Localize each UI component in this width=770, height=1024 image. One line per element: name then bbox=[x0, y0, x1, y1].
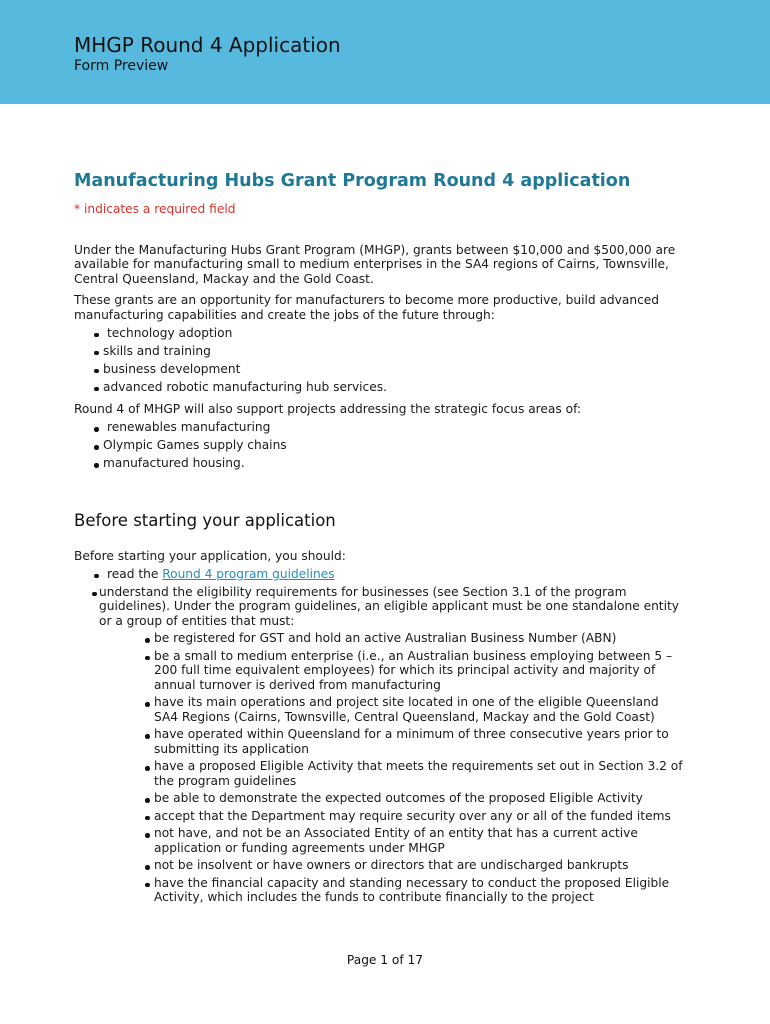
requirement-item: not be insolvent or have owners or directors that are undischarged bankrupts bbox=[145, 858, 684, 873]
read-prefix: read the bbox=[107, 566, 163, 581]
list-item: manufactured housing. bbox=[74, 456, 684, 471]
requirement-item: be able to demonstrate the expected outcomes of the proposed Eligible Activity bbox=[145, 791, 684, 806]
requirements-list bbox=[99, 631, 684, 905]
opportunity-list bbox=[74, 326, 684, 395]
list-item: business development bbox=[74, 362, 684, 377]
header-banner bbox=[0, 0, 770, 104]
list-item: renewables manufacturing bbox=[74, 420, 684, 435]
requirement-item: have its main operations and project site located in one of the eligible Queensland SA4 Regions (Cairns, Townsville, Central Queensland, Mackay and the Gold Coast) bbox=[145, 695, 684, 724]
app-subtitle: Form Preview bbox=[74, 58, 169, 74]
before-intro: Before starting your application, you should: bbox=[74, 548, 346, 563]
page-number: Page 1 of 17 bbox=[346, 953, 424, 967]
list-item-understand bbox=[74, 585, 684, 905]
list-item-read-guidelines bbox=[74, 567, 684, 582]
before-list bbox=[74, 567, 684, 905]
list-item: advanced robotic manufacturing hub services. bbox=[74, 380, 684, 395]
requirement-item: accept that the Department may require security over any or all of the funded items bbox=[145, 809, 684, 824]
requirement-item: not have, and not be an Associated Entity of an entity that has a current active application or funding agreements under MHGP bbox=[145, 826, 684, 855]
guidelines-link[interactable]: Round 4 program guidelines bbox=[162, 566, 335, 581]
focus-list bbox=[74, 420, 684, 471]
required-field-note: * indicates a required field bbox=[74, 202, 236, 216]
before-section-heading: Before starting your application bbox=[74, 510, 336, 530]
understand-text: understand the eligibility requirements for businesses (see Section 3.1 of the program guidelines). Under the program guidelines, an eligible applicant must be one standalone entity or a group of entities that must: bbox=[99, 584, 679, 628]
form-content bbox=[74, 170, 684, 905]
list-item: technology adoption bbox=[74, 326, 684, 341]
requirement-item: have the financial capacity and standing necessary to conduct the proposed Eligible Activity, which includes the funds to contribute financially to the project bbox=[145, 876, 684, 905]
list-item: skills and training bbox=[74, 344, 684, 359]
opportunity-paragraph: These grants are an opportunity for manufacturers to become more productive, build advanced manufacturing capabilities and create the jobs of the future through: bbox=[74, 293, 660, 322]
list-item: Olympic Games supply chains bbox=[74, 438, 684, 453]
requirement-item: be registered for GST and hold an active Australian Business Number (ABN) bbox=[145, 631, 684, 646]
requirement-item: have operated within Queensland for a minimum of three consecutive years prior to submitting its application bbox=[145, 727, 684, 756]
requirement-item: be a small to medium enterprise (i.e., an Australian business employing between 5 – 200 full time equivalent employees) for which its principal activity and majority of annual turnover is derived from manufacturing bbox=[145, 649, 684, 693]
requirement-item: have a proposed Eligible Activity that meets the requirements set out in Section 3.2 of the program guidelines bbox=[145, 759, 684, 788]
app-title: MHGP Round 4 Application bbox=[74, 33, 341, 57]
form-title: Manufacturing Hubs Grant Program Round 4 application bbox=[74, 171, 631, 191]
intro-paragraph: Under the Manufacturing Hubs Grant Program (MHGP), grants between $10,000 and $500,000 are available for manufacturing small to medium enterprises in the SA4 regions of Cairns, Townsville, Central Queensland, Mackay and the Gold Coast. bbox=[74, 242, 676, 286]
focus-paragraph: Round 4 of MHGP will also support projects addressing the strategic focus areas of: bbox=[74, 402, 582, 416]
